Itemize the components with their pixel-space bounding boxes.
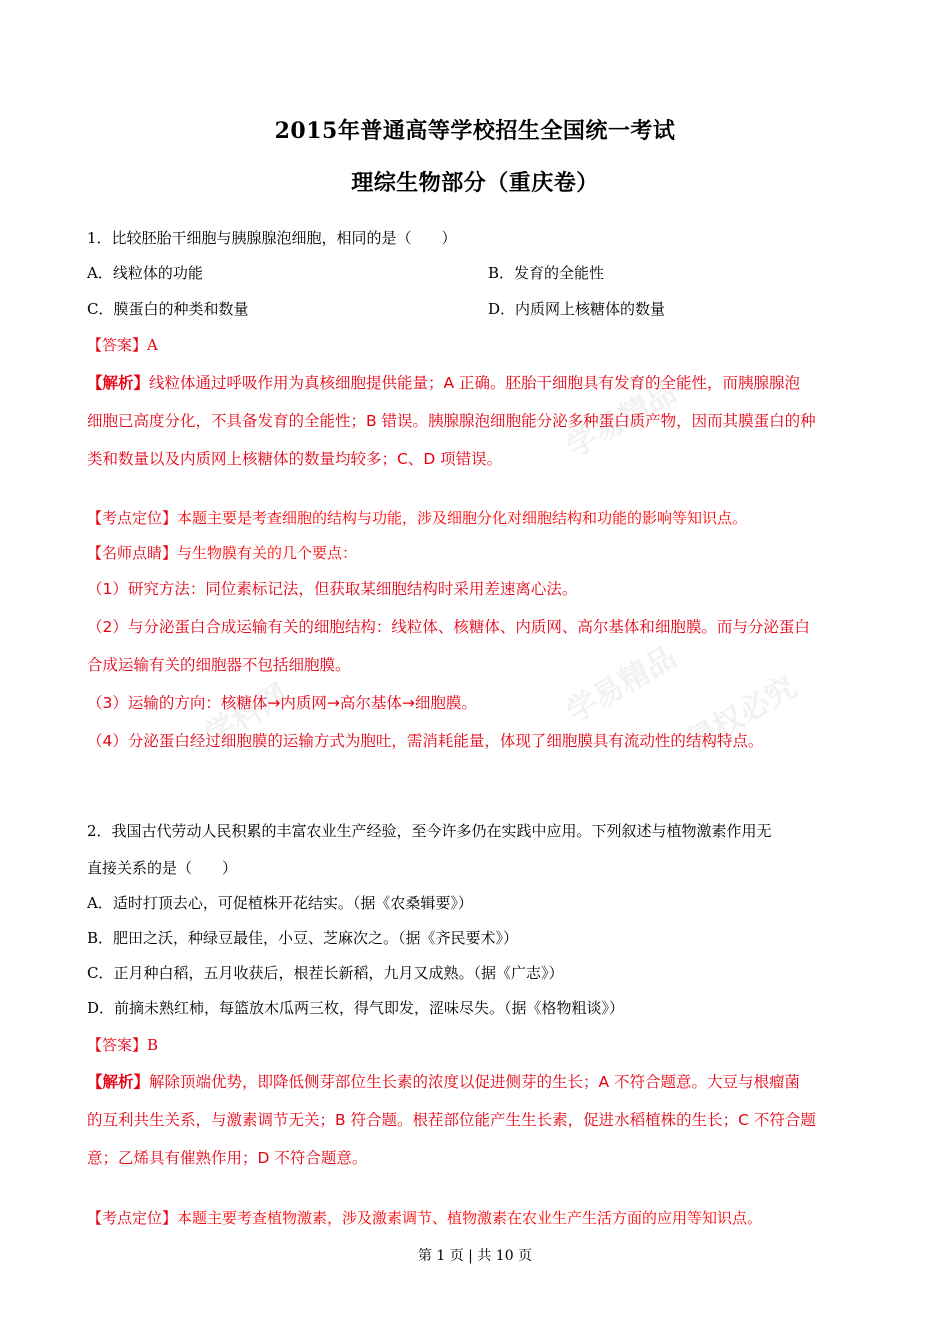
answer-label: 【答案】 xyxy=(87,1036,148,1054)
question-1-analysis-line-1: 【解析】线粒体通过呼吸作用为真核细胞提供能量；A 正确。胚胎干细胞具有发育的全能性，而胰腺腺泡 xyxy=(87,374,801,392)
question-1-point-2: （2）与分泌蛋白合成运输有关的细胞结构：线粒体、核糖体、内质网、高尔基体和细胞膜。而与分泌蛋白 xyxy=(87,618,810,636)
question-1-point-4: （4）分泌蛋白经过细胞膜的运输方式为胞吐，需消耗能量，体现了细胞膜具有流动性的结构特点。 xyxy=(87,732,764,750)
question-2-stem-line-1: 2．我国古代劳动人民积累的丰富农业生产经验，至今许多仍在实践中应用。下列叙述与植物激素作用无 xyxy=(87,822,772,840)
question-1-analysis-line-2: 细胞已高度分化，不具备发育的全能性；B 错误。胰腺腺泡细胞能分泌多种蛋白质产物，因而其膜蛋白的种 xyxy=(87,412,816,430)
analysis-label: 【解析】 xyxy=(87,374,150,392)
question-1-option-d: D．内质网上核糖体的数量 xyxy=(488,300,666,318)
question-2-analysis-line-3: 意；乙烯具有催熟作用；D 不符合题意。 xyxy=(87,1149,368,1167)
page-subtitle: 理综生物部分（重庆卷） xyxy=(351,170,599,196)
page-title: 2015年普通高等学校招生全国统一考试 xyxy=(274,118,676,144)
question-2-analysis-line-2: 的互利共生关系，与激素调节无关；B 符合题。根茬部位能产生生长素，促进水稻植株的生长；C 不符合题 xyxy=(87,1111,816,1129)
mingshi-label: 【名师点睛】 xyxy=(87,544,178,562)
question-2-option-a: A．适时打顶去心，可促植株开花结实。（据《农桑辑要》） xyxy=(87,894,473,912)
watermark: 学科网 xyxy=(199,677,295,753)
kaodian-text: 本题主要是考查细胞的结构与功能，涉及细胞分化对细胞结构和功能的影响等知识点。 xyxy=(177,509,748,527)
question-1-option-b: B．发育的全能性 xyxy=(488,264,605,282)
question-2-option-b: B．肥田之沃，种绿豆最佳，小豆、芝麻次之。（据《齐民要术》） xyxy=(87,929,519,947)
answer-label: 【答案】 xyxy=(87,336,148,354)
watermark: 侵权必究 xyxy=(681,669,803,761)
answer-value: B xyxy=(147,1036,159,1054)
kaodian-label: 【考点定位】 xyxy=(87,1209,178,1227)
question-1-analysis-line-3: 类和数量以及内质网上核糖体的数量均较多；C、D 项错误。 xyxy=(87,450,503,468)
analysis-label: 【解析】 xyxy=(87,1073,150,1091)
question-1-mingshi xyxy=(87,543,357,563)
question-2-answer xyxy=(87,1035,158,1055)
kaodian-label: 【考点定位】 xyxy=(87,509,178,527)
question-1-kaodian xyxy=(87,508,747,528)
question-1-stem: 1．比较胚胎干细胞与胰腺腺泡细胞，相同的是（ ） xyxy=(87,229,457,247)
question-1-point-2-cont: 合成运输有关的细胞器不包括细胞膜。 xyxy=(87,656,351,674)
question-1-point-3: （3）运输的方向：核糖体→内质网→高尔基体→细胞膜。 xyxy=(87,694,477,712)
mingshi-text: 与生物膜有关的几个要点： xyxy=(177,544,358,562)
question-1-point-1: （1）研究方法：同位素标记法，但获取某细胞结构时采用差速离心法。 xyxy=(87,580,578,598)
question-2-option-c: C．正月种白稻，五月收获后，根茬长新稻，九月又成熟。（据《广志》） xyxy=(87,964,564,982)
question-2-option-d: D．前摘未熟红柿，每篮放木瓜两三枚，得气即发，涩味尽失。（据《格物粗谈》） xyxy=(87,999,625,1017)
question-2-analysis-line-1: 【解析】解除顶端优势，即降低侧芽部位生长素的浓度以促进侧芽的生长；A 不符合题意。大豆与根瘤菌 xyxy=(87,1073,801,1091)
kaodian-text: 本题主要考查植物激素，涉及激素调节、植物激素在农业生产生活方面的应用等知识点。 xyxy=(177,1209,763,1227)
question-1-option-a: A．线粒体的功能 xyxy=(87,264,203,282)
watermark: 学易精品 xyxy=(561,639,683,731)
question-2-kaodian xyxy=(87,1208,762,1228)
watermark: 学易精品 xyxy=(561,374,683,466)
answer-value: A xyxy=(147,336,158,354)
question-2-stem-line-2: 直接关系的是（ ） xyxy=(87,859,238,877)
question-1-option-c: C．膜蛋白的种类和数量 xyxy=(87,300,249,318)
page-footer: 第 1 页 | 共 10 页 xyxy=(417,1248,533,1264)
question-1-answer xyxy=(87,335,158,355)
